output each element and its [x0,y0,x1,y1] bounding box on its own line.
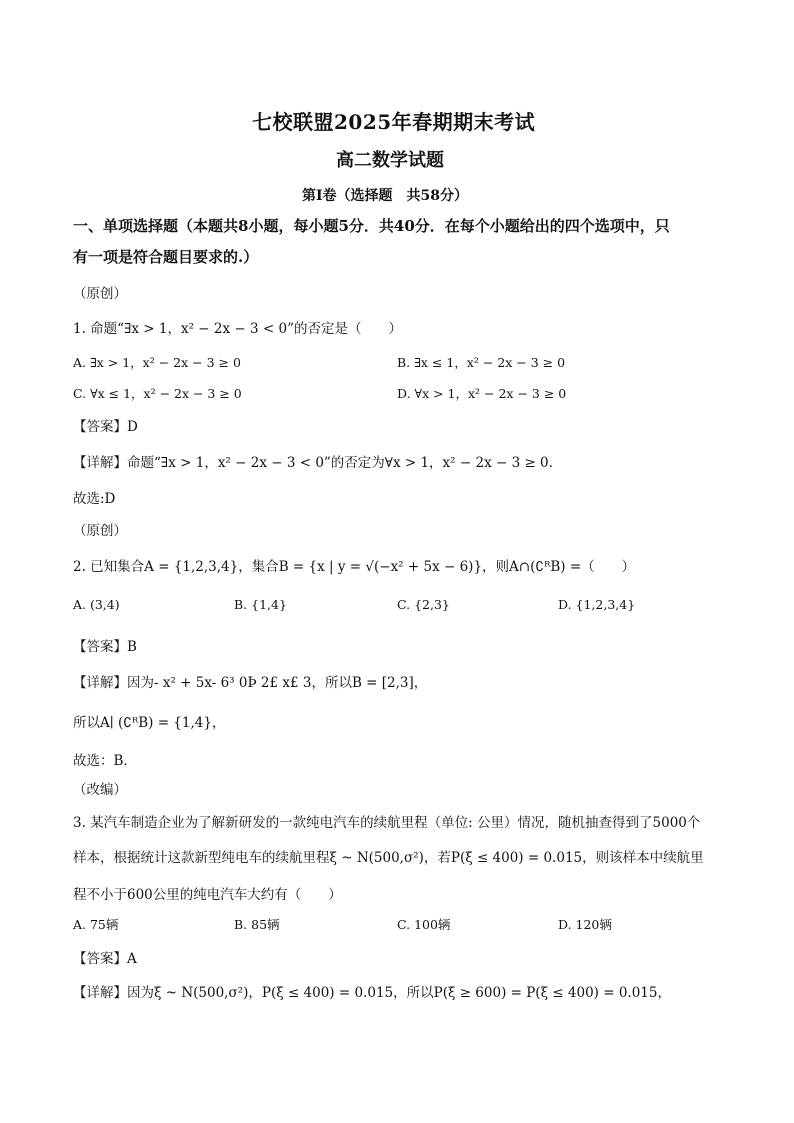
q1-detail: 【详解】命题“∃x > 1，x² − 2x − 3 < 0”的否定为∀x > 1，x² − 2x − 3 ≥ 0. [73,455,553,471]
q2-option-c: C. {2,3} [397,597,450,612]
q3-source: （改编） [73,782,127,798]
q2-option-b: B. {1,4} [234,597,287,612]
q2-detail: 【详解】因为- x² + 5x- 6³ 0Þ 2£ x£ 3，所以B = [2,3]， [73,675,428,691]
q3-stem-line2: 样本，根据统计这款新型纯电车的续航里程ξ ~ N(500,σ²)，若P(ξ ≤ 400) = 0.015，则该样本中续航里 [73,850,704,866]
exam-subtitle: 高二数学试题 [336,150,444,171]
q3-answer: 【答案】A [73,951,137,967]
q1-source: （原创） [73,286,127,302]
q2-answer: 【答案】B [73,639,137,655]
q3-stem-line1: 3. 某汽车制造企业为了解新研发的一款纯电汽车的续航里程（单位: 公里）情况，随机抽查得到了5000个 [73,815,701,831]
exam-title: 七校联盟2025年春期期末考试 [252,110,536,134]
q3-option-c: C. 100辆 [397,917,451,932]
q3-option-d: D. 120辆 [558,917,612,932]
q1-option-a: A. ∃x > 1，x² − 2x − 3 ≥ 0 [73,355,241,370]
q2-option-d: D. {1,2,3,4} [558,597,636,612]
q1-stem: 1. 命题“∃x > 1，x² − 2x − 3 < 0”的否定是（ ） [73,321,402,337]
q2-choice: 故选：B． [73,753,137,769]
q1-choice: 故选:D [73,491,116,507]
section1-instructions-line1: 一、单项选择题（本题共8小题，每小题5分．共40分．在每个小题给出的四个选项中，只 [73,217,670,235]
section1-instructions-line2: 有一项是符合题目要求的.） [73,248,259,266]
q3-detail: 【详解】因为ξ ~ N(500,σ²)，P(ξ ≤ 400) = 0.015，所以P(ξ ≥ 600) = P(ξ ≤ 400) = 0.015， [73,985,671,1001]
q3-stem-line3: 程不小于600公里的纯电汽车大约有（ ） [73,887,342,903]
q1-option-c: C. ∀x ≤ 1，x² − 2x − 3 ≥ 0 [73,386,242,401]
q2-source: （原创） [73,523,127,539]
q2-stem: 2. 已知集合A = {1,2,3,4}，集合B = {x | y = √(−x² + 5x − 6)}，则A∩(∁ᴿB) =（ ） [73,559,636,575]
section-heading: 第Ⅰ卷（选择题 共58分） [302,188,469,204]
q1-answer: 【答案】D [73,419,138,435]
q3-option-a: A. 75辆 [73,917,119,932]
q3-option-b: B. 85辆 [234,917,280,932]
q1-option-b: B. ∃x ≤ 1，x² − 2x − 3 ≥ 0 [397,355,566,370]
q1-option-d: D. ∀x > 1，x² − 2x − 3 ≥ 0 [397,386,567,401]
q2-option-a: A. (3,4) [73,597,120,612]
q2-detail-2: 所以A∣ (∁ᴿB) = {1,4}， [73,715,226,731]
